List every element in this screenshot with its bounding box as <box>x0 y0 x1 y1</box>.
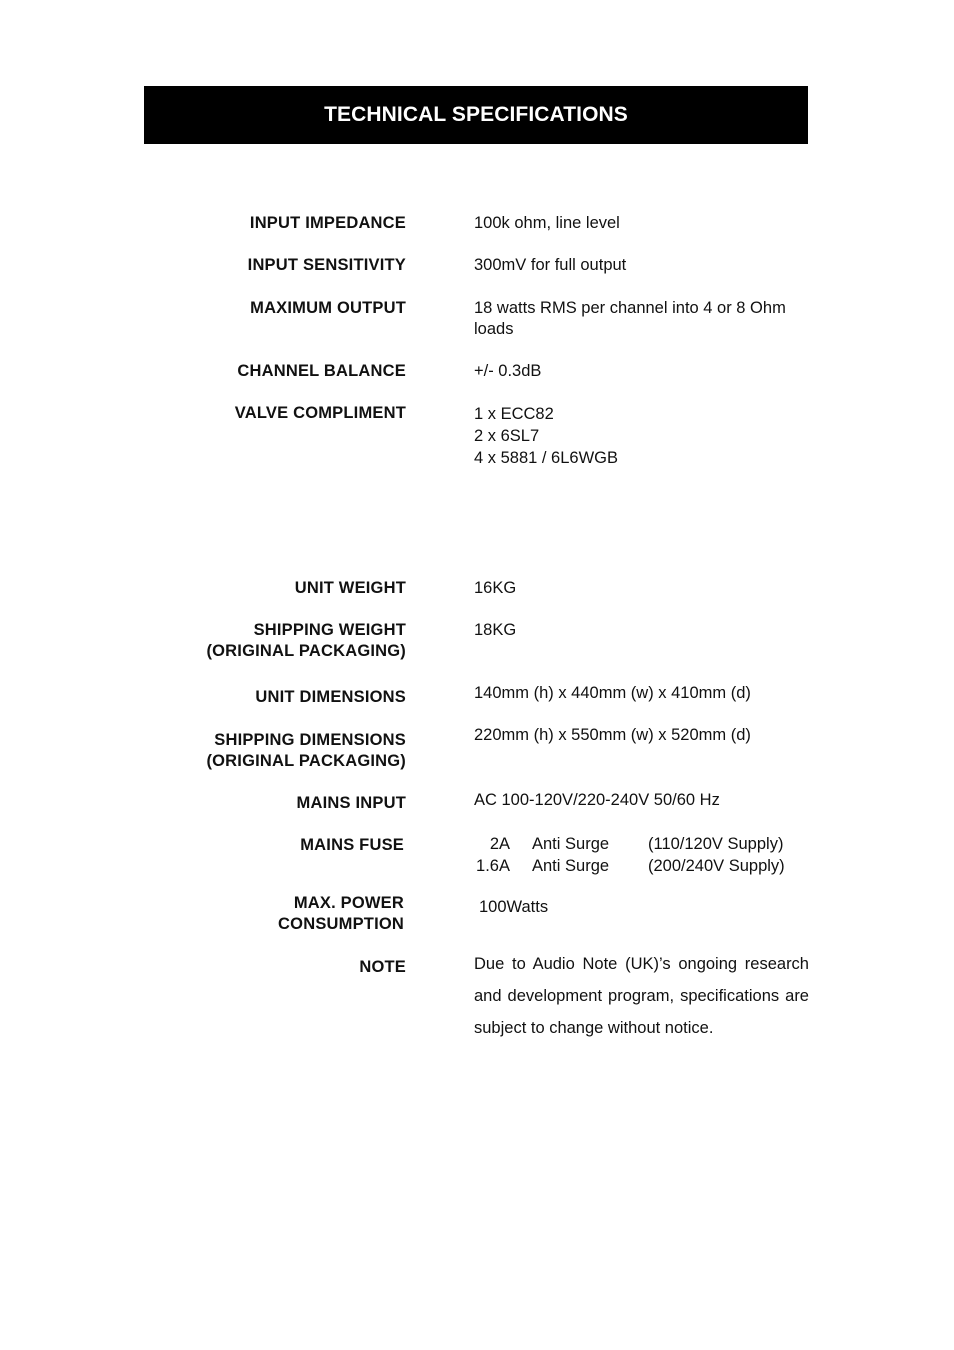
fuse-type: Anti Surge <box>532 835 610 853</box>
channel-balance-value: +/- 0.3dB <box>474 362 542 380</box>
shipping-weight-label-line: (ORIGINAL PACKAGING) <box>206 642 406 660</box>
shipping-weight-value: 18KG <box>474 621 517 639</box>
channel-balance-label: CHANNEL BALANCE <box>237 362 406 380</box>
max-power-label-line: MAX. POWER <box>293 894 404 912</box>
input-impedance-label: INPUT IMPEDANCE <box>249 214 406 232</box>
unit-weight-value: 16KG <box>474 579 517 597</box>
fuse-supply: (200/240V Supply) <box>648 857 785 875</box>
unit-weight-label: UNIT WEIGHT <box>294 579 406 597</box>
mains-fuse-label: MAINS FUSE <box>300 836 404 854</box>
shipping-dimensions-value: 220mm (h) x 550mm (w) x 520mm (d) <box>474 726 751 744</box>
shipping-dimensions-label <box>150 730 406 772</box>
title-banner <box>144 86 808 144</box>
fuse-supply: (110/120V Supply) <box>648 835 784 853</box>
mains-input-label: MAINS INPUT <box>296 794 406 812</box>
max-power-label <box>150 893 404 935</box>
max-power-value: 100Watts <box>479 898 549 916</box>
maximum-output-value <box>474 298 810 340</box>
max-power-label-line: CONSUMPTION <box>278 915 404 933</box>
shipping-dimensions-label-line: SHIPPING DIMENSIONS <box>214 731 406 749</box>
maximum-output-label: MAXIMUM OUTPUT <box>250 299 406 317</box>
valve-item: 1 x ECC82 <box>474 405 554 423</box>
page-title: TECHNICAL SPECIFICATIONS <box>324 103 628 126</box>
unit-dimensions-value: 140mm (h) x 440mm (w) x 410mm (d) <box>474 684 751 702</box>
fuse-row <box>474 855 814 877</box>
fuse-amperage: 1.6A <box>476 857 510 875</box>
valve-compliment-label: VALVE COMPLIMENT <box>234 404 406 422</box>
note-label: NOTE <box>359 958 406 976</box>
fuse-row <box>474 833 814 855</box>
unit-dimensions-label: UNIT DIMENSIONS <box>255 688 406 706</box>
mains-input-value: AC 100-120V/220-240V 50/60 Hz <box>474 791 720 809</box>
mains-fuse-value <box>474 833 814 877</box>
fuse-amperage: 2A <box>489 835 510 853</box>
maximum-output-line: loads <box>474 320 514 338</box>
input-sensitivity-label: INPUT SENSITIVITY <box>247 256 406 274</box>
input-impedance-value: 100k ohm, line level <box>474 214 620 232</box>
maximum-output-line: 18 watts RMS per channel into 4 or 8 Ohm <box>474 299 786 317</box>
shipping-weight-label-line: SHIPPING WEIGHT <box>253 621 406 639</box>
note-text: Due to Audio Note (UK)’s ongoing research and development program, specifications are subject to change without notice. <box>474 955 809 1037</box>
input-sensitivity-value: 300mV for full output <box>474 256 627 274</box>
valve-compliment-value <box>474 403 810 469</box>
shipping-weight-label <box>150 620 406 662</box>
shipping-dimensions-label-line: (ORIGINAL PACKAGING) <box>206 752 406 770</box>
valve-item: 4 x 5881 / 6L6WGB <box>474 449 618 467</box>
fuse-type: Anti Surge <box>532 857 610 875</box>
valve-item: 2 x 6SL7 <box>474 427 540 445</box>
